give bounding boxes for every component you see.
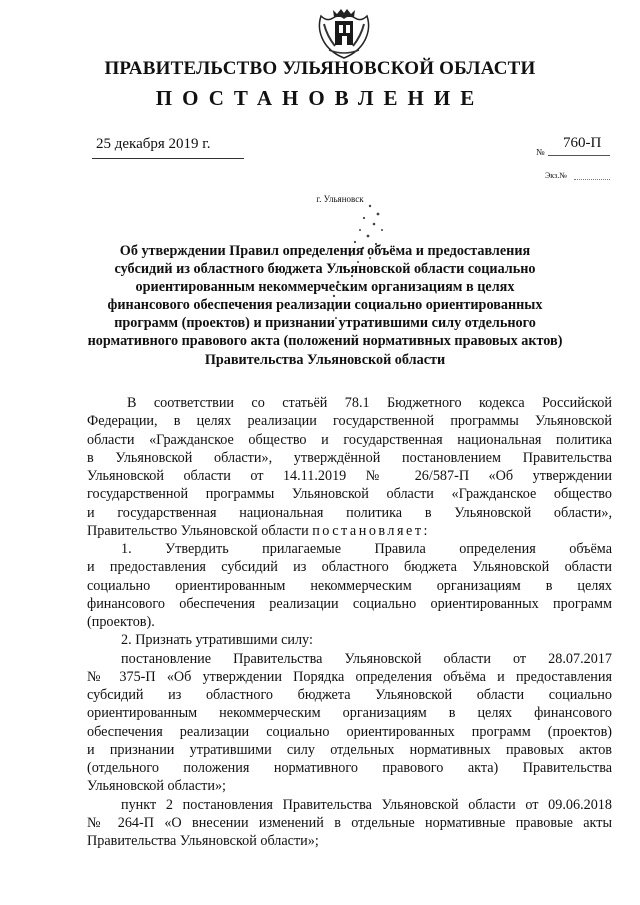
item-1-line: 1. Утвердить прилагаемые Правила определения объёма xyxy=(121,541,612,557)
heading-line: Об утверждении Правил определения объёма и предоставления xyxy=(119,243,531,259)
copy-number-label: Экз.№ xyxy=(545,171,567,180)
number-sign: № xyxy=(536,147,545,157)
number-underline xyxy=(548,155,610,156)
repealed-act-2-line: пункт 2 постановления Правительства Ульяновской области от 09.06.2018 xyxy=(121,796,612,813)
heading-line: программ (проектов) и признании утратившими силу отдельного xyxy=(114,315,536,332)
coat-of-arms-emblem xyxy=(315,6,373,62)
body-line: государственной программы Ульяновской области «Гражданское общество xyxy=(87,486,612,503)
body-line: и государственная национальная политика в Ульяновской области», xyxy=(87,504,612,521)
repealed-act-1-line: Ульяновской области»; xyxy=(87,778,226,795)
item-1-line: социально ориентированным некоммерческим организациям в целях xyxy=(87,577,612,594)
city-name: г. Ульяновск xyxy=(316,194,364,204)
body-line: В соответствии со статьёй 78.1 Бюджетного кодекса Российской xyxy=(127,395,612,411)
repealed-act-2-line: № 264-П «О внесении изменений в отдельные нормативные правовые акты xyxy=(87,814,612,831)
repealed-act-2-line: Правительства Ульяновской области»; xyxy=(87,833,319,849)
body-line: Федерации, в целях реализации государственной программы Ульяновской xyxy=(87,413,612,430)
repealed-act-1-line: обеспечения реализации социально ориентированных программ (проектов) xyxy=(87,723,612,740)
repealed-act-1-line: постановление Правительства Ульяновской области от 28.07.2017 xyxy=(121,650,612,667)
heading-line: нормативного правового акта (положений нормативных правовых актов) xyxy=(87,333,563,350)
document-type: ПОСТАНОВЛЕНИЕ xyxy=(155,86,485,110)
document-number: 760-П xyxy=(563,135,602,151)
repealed-act-1-line: и признании утратившими силу отдельных нормативных правовых актов xyxy=(87,741,612,758)
government-name: ПРАВИТЕЛЬСТВО УЛЬЯНОВСКОЙ ОБЛАСТИ xyxy=(104,58,536,79)
resolution-verb: постановляет: xyxy=(312,522,430,539)
copy-number-line xyxy=(574,179,610,180)
item-1-line: финансового обеспечения реализации социально ориентированных программ xyxy=(87,595,612,612)
item-1-line: (проектов). xyxy=(87,614,155,630)
body-line: Ульяновской области от 14.11.2019 № 26/587-П «Об утверждении xyxy=(87,468,612,484)
document-body xyxy=(87,394,612,850)
date-underline xyxy=(92,158,244,159)
heading-line: субсидий из областного бюджета Ульяновской области социально xyxy=(114,261,536,278)
repealed-act-1-line: ориентированным некоммерческим организациям в целях финансового xyxy=(87,705,612,722)
document-date: 25 декабря 2019 г. xyxy=(96,136,211,152)
body-line: области «Гражданское общество и государственная национальная политика xyxy=(87,431,612,448)
body-line: в Ульяновской области», утверждённой постановлением Правительства xyxy=(87,449,612,466)
heading-line: Правительства Ульяновской области xyxy=(204,351,446,368)
document-heading xyxy=(80,242,570,369)
resolution-line xyxy=(87,522,612,540)
heading-line: ориентированным некоммерческим организациям в целях xyxy=(135,279,515,296)
item-2-heading: 2. Признать утратившими силу: xyxy=(121,632,313,649)
repealed-act-1-line: № 375-П «Об утверждении Порядка определения объёма и предоставления xyxy=(87,668,612,685)
repealed-act-1-line: (отдельного положения нормативного правового акта) Правительства xyxy=(87,760,612,776)
item-1-line: и предоставления субсидий из областного бюджета Ульяновской области xyxy=(87,559,612,576)
heading-line: финансового обеспечения реализации социально ориентированных xyxy=(107,297,543,314)
repealed-act-1-line: субсидий из областного бюджета Ульяновской области социально xyxy=(87,687,612,703)
resolution-subject: Правительство Ульяновской области xyxy=(87,522,313,539)
